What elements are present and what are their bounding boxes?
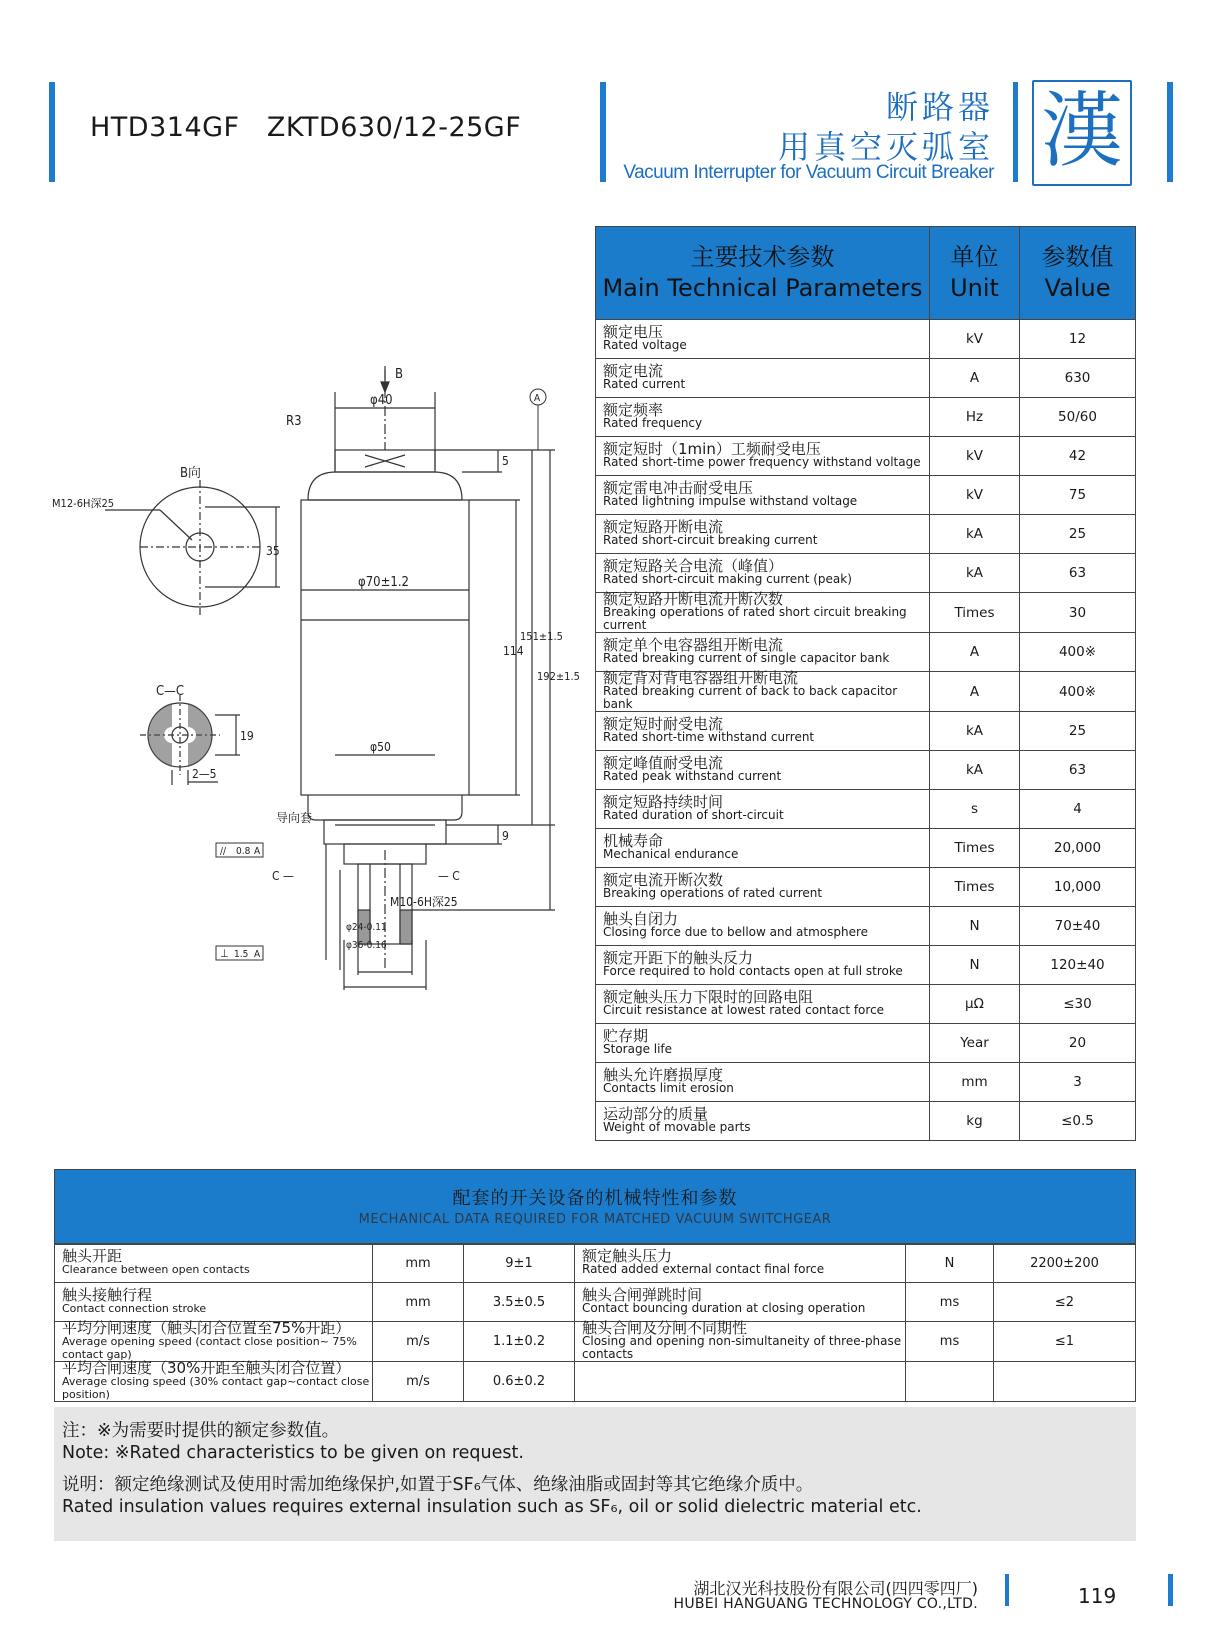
param-row	[596, 1063, 1136, 1102]
tol1-symbol: //	[220, 846, 227, 857]
param-value: 63	[1020, 751, 1136, 790]
param-row	[596, 359, 1136, 398]
param-name	[596, 320, 930, 359]
label-c-left: C —	[272, 869, 294, 883]
param-row	[596, 633, 1136, 672]
mech-left-name	[55, 1319, 373, 1362]
param-unit: A	[930, 633, 1020, 672]
param-name-cn: 额定电流开断次数	[603, 871, 724, 889]
mech-left-name	[55, 1244, 373, 1283]
param-unit: Hz	[930, 398, 1020, 437]
tol2-symbol: ⊥	[220, 947, 229, 960]
param-name	[596, 790, 930, 829]
mech-right-name	[575, 1319, 906, 1362]
logo-left-bar	[1013, 82, 1018, 182]
param-unit: A	[930, 359, 1020, 398]
param-name	[596, 1063, 930, 1102]
param-name-cn: 额定短时耐受电流	[603, 715, 724, 733]
param-value: 20	[1020, 1024, 1136, 1063]
param-name-en: Rated short-time withstand current	[603, 730, 815, 744]
footer-bar-left	[1005, 1574, 1009, 1606]
param-name-cn: 额定触头压力下限时的回路电阻	[603, 988, 814, 1006]
header-right-bar	[1167, 82, 1173, 182]
param-name	[596, 515, 930, 554]
label-m10: M10-6H深25	[390, 895, 458, 909]
label-guide: 导向套	[276, 811, 313, 825]
param-unit: μΩ	[930, 985, 1020, 1024]
label-dim5: 5	[502, 454, 509, 468]
param-value: 70±40	[1020, 907, 1136, 946]
label-dia40: φ40	[370, 393, 393, 408]
param-row	[596, 790, 1136, 829]
label-dia36: φ36-0.16	[346, 940, 387, 951]
mech-right-en: Rated added external contact final force	[582, 1262, 825, 1276]
param-row	[596, 398, 1136, 437]
param-name-en: Circuit resistance at lowest rated contact force	[603, 1003, 885, 1017]
mech-title-en: MECHANICAL DATA REQUIRED FOR MATCHED VACUUM SWITCHGEAR	[358, 1212, 832, 1227]
param-name	[596, 829, 930, 868]
param-unit: kV	[930, 476, 1020, 515]
param-name-cn: 运动部分的质量	[603, 1105, 709, 1123]
param-value: ≤30	[1020, 985, 1136, 1024]
param-value: 3	[1020, 1063, 1136, 1102]
mech-left-unit: mm	[373, 1244, 464, 1283]
param-name-cn: 机械寿命	[603, 832, 664, 850]
param-row	[596, 515, 1136, 554]
param-name-en: Storage life	[603, 1042, 673, 1056]
mech-right-value	[994, 1362, 1136, 1402]
param-row	[596, 946, 1136, 985]
label-c-right: — C	[438, 869, 460, 883]
param-name	[596, 1102, 930, 1141]
param-value: 25	[1020, 712, 1136, 751]
param-unit: kA	[930, 712, 1020, 751]
mech-right-unit: ms	[906, 1283, 994, 1322]
page-number: 119	[1078, 1584, 1117, 1608]
param-row	[596, 712, 1136, 751]
label-dim35: 35	[266, 544, 280, 558]
param-row	[596, 985, 1136, 1024]
notes-box	[54, 1407, 1136, 1541]
param-value: 4	[1020, 790, 1136, 829]
param-name-en: Rated breaking current of single capacitor bank	[603, 651, 890, 665]
mech-left-value: 9±1	[464, 1244, 575, 1283]
mech-right-value: ≤2	[994, 1283, 1136, 1322]
param-name-cn: 额定开距下的触头反力	[603, 949, 754, 967]
param-value: 10,000	[1020, 868, 1136, 907]
mech-right-cn: 触头合闸弹跳时间	[582, 1286, 703, 1304]
param-value: 75	[1020, 476, 1136, 515]
param-name	[596, 1024, 930, 1063]
param-row	[596, 907, 1136, 946]
label-dim151: 151±1.5	[520, 630, 563, 643]
logo-glyph: 漢	[1040, 84, 1123, 179]
param-name-en: Mechanical endurance	[603, 847, 739, 861]
param-row	[596, 751, 1136, 790]
param-name	[596, 554, 930, 593]
param-row	[596, 593, 1136, 633]
mech-right-cn: 触头合闸及分闸不同期性	[582, 1319, 748, 1337]
header-title-en: Vacuum Interrupter for Vacuum Circuit Breaker	[623, 162, 994, 183]
param-unit: kV	[930, 437, 1020, 476]
param-header	[596, 227, 930, 320]
mech-right-unit: N	[906, 1244, 994, 1283]
param-unit: kA	[930, 515, 1020, 554]
mech-left-name	[55, 1283, 373, 1322]
param-name-en: Weight of movable parts	[603, 1120, 751, 1134]
param-name-cn: 额定电压	[603, 323, 664, 341]
mech-right-en: Closing and opening non-simultaneity of three-phase contacts	[582, 1334, 902, 1361]
param-value: 63	[1020, 554, 1136, 593]
param-name	[596, 633, 930, 672]
param-name	[596, 590, 930, 633]
param-row	[596, 476, 1136, 515]
param-name-en: Breaking operations of rated current	[603, 886, 823, 900]
label-dim19: 19	[240, 729, 254, 743]
param-value: 400※	[1020, 633, 1136, 672]
tol2-ref: A	[254, 949, 261, 960]
param-unit: Times	[930, 593, 1020, 633]
param-name	[596, 359, 930, 398]
remark-en: Rated insulation values requires external insulation such as SF₆, oil or solid dielectric material etc.	[62, 1497, 922, 1517]
header-title-cn-line2: 用真空灭弧室	[777, 128, 994, 166]
param-value: 630	[1020, 359, 1136, 398]
param-value: 120±40	[1020, 946, 1136, 985]
unit-header	[930, 227, 1020, 320]
param-name-en: Rated short-time power frequency withstand voltage	[603, 455, 921, 469]
label-dia24: φ24-0.11	[346, 922, 387, 933]
label-dim25: 2—5	[192, 767, 217, 781]
label-cc: C—C	[156, 684, 185, 699]
param-name-cn: 额定单个电容器组开断电流	[603, 636, 784, 654]
company-logo	[1032, 80, 1132, 186]
mech-data-table	[54, 1243, 1136, 1402]
mech-right-cn: 额定触头压力	[582, 1247, 673, 1265]
param-name-cn: 额定短路关合电流（峰值）	[603, 557, 784, 575]
note-en: Note: ※Rated characteristics to be given on request.	[62, 1443, 524, 1463]
param-name	[596, 398, 930, 437]
param-header-en: Main Technical Parameters	[602, 274, 923, 302]
param-name-cn: 额定短路开断电流开断次数	[603, 590, 784, 608]
param-unit: Times	[930, 829, 1020, 868]
param-name-cn: 额定短路开断电流	[603, 518, 724, 536]
mech-title-cn: 配套的开关设备的机械特性和参数	[452, 1188, 738, 1209]
param-row	[596, 554, 1136, 593]
tol1-ref: A	[254, 846, 261, 857]
mech-left-value: 3.5±0.5	[464, 1283, 575, 1322]
header-left-bar	[49, 82, 55, 182]
param-value: 20,000	[1020, 829, 1136, 868]
mech-right-value: ≤1	[994, 1322, 1136, 1362]
mech-left-unit: m/s	[373, 1322, 464, 1362]
mech-right-name	[575, 1244, 906, 1283]
label-m12: M12-6H深25	[52, 497, 115, 510]
label-dia50: φ50	[370, 740, 391, 754]
mech-left-en: Average closing speed (30% contact gap~contact close position)	[62, 1375, 370, 1401]
mech-left-en: Contact connection stroke	[62, 1302, 207, 1315]
param-name-en: Rated peak withstand current	[603, 769, 782, 783]
mech-left-cn: 触头开距	[62, 1247, 123, 1265]
mech-right-en: Contact bouncing duration at closing operation	[582, 1301, 866, 1315]
param-name-en: Rated current	[603, 377, 686, 391]
param-unit: kA	[930, 554, 1020, 593]
unit-header-cn: 单位	[950, 243, 999, 271]
mech-left-value: 0.6±0.2	[464, 1362, 575, 1402]
value-header-cn: 参数值	[1041, 243, 1114, 271]
label-dim192: 192±1.5	[537, 670, 580, 683]
footer-company-cn: 湖北汉光科技股份有限公司(四四零四厂)	[693, 1579, 978, 1598]
mech-left-name	[55, 1359, 373, 1402]
param-row	[596, 829, 1136, 868]
param-unit: kV	[930, 320, 1020, 359]
label-dim114: 114	[503, 644, 524, 658]
param-name-cn: 额定雷电冲击耐受电压	[603, 479, 754, 497]
param-name-en: Rated breaking current of back to back capacitor bank	[603, 684, 898, 711]
param-unit: s	[930, 790, 1020, 829]
tol1-value: 0.8	[236, 846, 251, 857]
param-value: 30	[1020, 593, 1136, 633]
param-row	[596, 868, 1136, 907]
param-name-cn: 额定短路持续时间	[603, 793, 724, 811]
param-unit: Year	[930, 1024, 1020, 1063]
param-unit: A	[930, 672, 1020, 712]
param-row	[596, 320, 1136, 359]
param-row	[596, 437, 1136, 476]
param-row	[596, 1024, 1136, 1063]
param-unit: kg	[930, 1102, 1020, 1141]
param-value: 400※	[1020, 672, 1136, 712]
value-header-en: Value	[1044, 274, 1111, 302]
param-name-cn: 额定电流	[603, 362, 664, 380]
param-name-en: Breaking operations of rated short circuit breaking current	[603, 605, 907, 632]
param-name-cn: 额定峰值耐受电流	[603, 754, 724, 772]
param-name-en: Closing force due to bellow and atmosphere	[603, 925, 869, 939]
param-unit: N	[930, 946, 1020, 985]
mech-row	[55, 1322, 1136, 1362]
mech-left-en: Average opening speed (contact close position~ 75% contact gap)	[62, 1335, 357, 1361]
param-name-en: Rated short-circuit breaking current	[603, 533, 818, 547]
param-name-en: Force required to hold contacts open at full stroke	[603, 964, 903, 978]
param-value: 50/60	[1020, 398, 1136, 437]
footer-bar-right	[1168, 1574, 1173, 1606]
param-name-en: Rated frequency	[603, 416, 703, 430]
label-b-view: B向	[180, 466, 202, 481]
mech-left-cn: 平均合闸速度（30%开距至触头闭合位置）	[62, 1359, 351, 1377]
param-unit: kA	[930, 751, 1020, 790]
param-row	[596, 1102, 1136, 1141]
param-name	[596, 985, 930, 1024]
param-row	[596, 672, 1136, 712]
param-name	[596, 669, 930, 712]
mech-section-header	[54, 1169, 1136, 1245]
mech-left-en: Clearance between open contacts	[62, 1263, 250, 1276]
param-value: 12	[1020, 320, 1136, 359]
mech-left-value: 1.1±0.2	[464, 1322, 575, 1362]
param-name-cn: 额定频率	[603, 401, 664, 419]
mech-left-cn: 触头接触行程	[62, 1286, 153, 1304]
param-value: 25	[1020, 515, 1136, 554]
mech-right-unit: ms	[906, 1322, 994, 1362]
param-name	[596, 868, 930, 907]
value-header	[1020, 227, 1136, 320]
mech-row	[55, 1362, 1136, 1402]
param-name-en: Rated voltage	[603, 338, 687, 352]
note-cn: 注：※为需要时提供的额定参数值。	[62, 1421, 340, 1441]
mech-right-name	[575, 1362, 906, 1402]
mech-right-value: 2200±200	[994, 1244, 1136, 1283]
param-name-cn: 额定背对背电容器组开断电流	[603, 669, 799, 687]
mech-left-unit: mm	[373, 1283, 464, 1322]
mech-right-name	[575, 1283, 906, 1322]
param-name-cn: 额定短时（1min）工频耐受电压	[603, 440, 821, 458]
unit-header-en: Unit	[950, 274, 999, 302]
mech-row	[55, 1283, 1136, 1322]
remark-cn: 说明：额定绝缘测试及使用时需加绝缘保护,如置于SF₆气体、绝缘油脂或固封等其它绝缘介质中。	[62, 1475, 814, 1495]
param-unit: Times	[930, 868, 1020, 907]
main-parameters-table	[595, 226, 1136, 1141]
header-title-cn-line1: 断路器	[885, 88, 994, 126]
label-r3: R3	[286, 414, 302, 429]
param-name-en: Rated short-circuit making current (peak)	[603, 572, 852, 586]
param-name	[596, 712, 930, 751]
param-header-cn: 主要技术参数	[690, 243, 835, 271]
param-name-cn: 触头自闭力	[603, 910, 679, 928]
param-unit: N	[930, 907, 1020, 946]
mech-row	[55, 1244, 1136, 1283]
header-mid-bar	[600, 82, 606, 182]
param-name-en: Rated lightning impulse withstand voltage	[603, 494, 858, 508]
param-value: 42	[1020, 437, 1136, 476]
param-value: ≤0.5	[1020, 1102, 1136, 1141]
footer-company-en: HUBEI HANGUANG TECHNOLOGY CO.,LTD.	[673, 1596, 978, 1612]
mech-left-cn: 平均分闸速度（触头闭合位置至75%开距）	[62, 1319, 351, 1337]
param-name-cn: 贮存期	[603, 1027, 649, 1045]
param-name	[596, 907, 930, 946]
param-name-en: Rated duration of short-circuit	[603, 808, 784, 822]
param-name-cn: 触头允许磨损厚度	[603, 1066, 724, 1084]
tol2-value: 1.5	[234, 949, 249, 960]
param-name	[596, 751, 930, 790]
param-name	[596, 437, 930, 476]
label-dim9: 9	[502, 829, 509, 843]
param-name-en: Contacts limit erosion	[603, 1081, 734, 1095]
label-datum-a: A	[534, 393, 541, 404]
label-b-arrow: B	[395, 367, 404, 382]
label-dia70: φ70±1.2	[358, 575, 409, 590]
technical-drawing	[40, 350, 595, 1050]
param-name	[596, 476, 930, 515]
param-name	[596, 946, 930, 985]
mech-right-unit	[906, 1362, 994, 1402]
param-unit: mm	[930, 1063, 1020, 1102]
model-title: HTD314GF ZKTD630/12-25GF	[90, 112, 522, 143]
mech-left-unit: m/s	[373, 1362, 464, 1402]
